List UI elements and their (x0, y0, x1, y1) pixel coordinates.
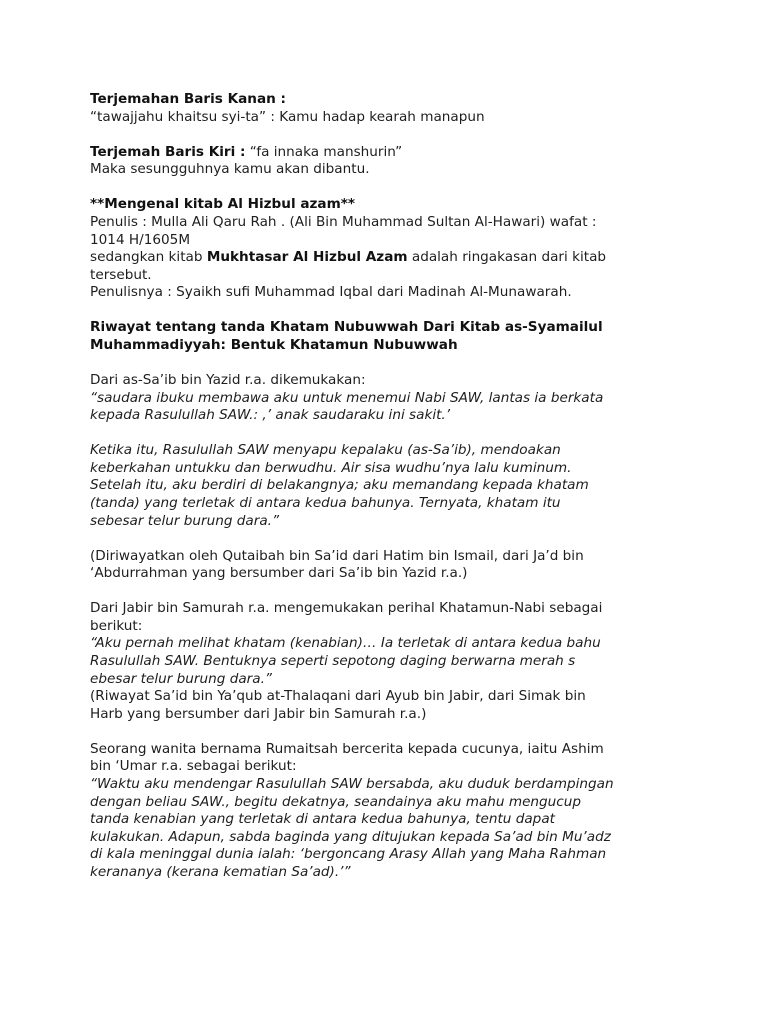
text-line (90, 829, 750, 847)
text: (Diriwayatkan oleh Qutaibah bin Sa’id dari Hatim bin Ismail, dari Ja’d bin (90, 547, 584, 564)
text-line (90, 477, 750, 495)
paragraph-hadith-1-intro (90, 372, 750, 425)
text: Seorang wanita bernama Rumaitsah bercerita kepada cucunya, iaitu Ashim (90, 740, 604, 757)
text: Penulisnya : Syaikh sufi Muhammad Iqbal dari Madinah Al-Munawarah. (90, 284, 572, 301)
text-line (90, 776, 750, 794)
text-line (90, 407, 750, 425)
italic-text: Setelah itu, aku berdiri di belakangnya; aku memandang kepada khatam (90, 477, 589, 494)
paragraph-hadith-2 (90, 600, 750, 723)
text-line (90, 758, 750, 776)
text: tersebut. (90, 266, 152, 283)
text: Maka sesungguhnya kamu akan dibantu. (90, 161, 370, 178)
text-line (90, 460, 750, 478)
text-line (90, 232, 750, 250)
paragraph-terjemah-baris-kiri (90, 144, 750, 179)
text-line (90, 337, 750, 355)
bold-text: **Mengenal kitab Al Hizbul azam** (90, 196, 355, 213)
italic-text: (tanda) yang terletak di antara kedua bahunya. Ternyata, khatam itu (90, 494, 561, 511)
italic-text: dengan beliau SAW., begitu dekatnya, seandainya aku mahu mengucup (90, 793, 582, 810)
text-line (90, 706, 750, 724)
text: “fa innaka manshurin” (245, 143, 403, 160)
text: Penulis : Mulla Ali Qaru Rah . (Ali Bin Muhammad Sultan Al-Hawari) wafat : (90, 213, 597, 230)
text: adalah ringakasan dari kitab (407, 249, 607, 266)
text-line (90, 284, 750, 302)
paragraph-riwayat-heading (90, 319, 750, 354)
text-line (90, 442, 750, 460)
italic-text: kerananya (kerana kematian Sa’ad).’” (90, 863, 351, 880)
document-page (90, 91, 750, 899)
text-line (90, 688, 750, 706)
text-line (90, 144, 750, 162)
text: sedangkan kitab (90, 249, 207, 266)
text-line (90, 864, 750, 882)
text-line (90, 741, 750, 759)
italic-text: tanda kenabian yang terletak di antara kedua bahunya, tentu dapat (90, 811, 555, 828)
bold-text: Riwayat tentang tanda Khatam Nubuwwah Dari Kitab as-Syamailul (90, 319, 603, 336)
text: 1014 H/1605M (90, 231, 191, 248)
text-line (90, 811, 750, 829)
text: Dari as-Sa’ib bin Yazid r.a. dikemukakan: (90, 372, 366, 388)
text-line (90, 161, 750, 179)
bold-text: Mukhtasar Al Hizbul Azam (206, 249, 408, 266)
text: bin ‘Umar r.a. sebagai berikut: (90, 758, 297, 775)
paragraph-terjemahan-baris-kanan (90, 91, 750, 126)
italic-text: Ketika itu, Rasulullah SAW menyapu kepalaku (as-Sa’ib), mendoakan (90, 442, 561, 459)
text-line (90, 319, 750, 337)
italic-text: keberkahan untukku dan berwudhu. Air sisa wudhu’nya lalu kuminum. (90, 459, 572, 476)
italic-text: “Waktu aku mendengar Rasulullah SAW bersabda, aku duduk berdampingan (90, 775, 614, 792)
text-line (90, 495, 750, 513)
paragraph-mengenal-kitab (90, 196, 750, 301)
text-line (90, 196, 750, 214)
text-line (90, 671, 750, 689)
text: Dari Jabir bin Samurah r.a. mengemukakan perihal Khatamun-Nabi sebagai (90, 600, 603, 617)
text-line (90, 635, 750, 653)
text-line (90, 214, 750, 232)
text: Harb yang bersumber dari Jabir bin Samurah r.a.) (90, 705, 427, 722)
text-line (90, 565, 750, 583)
italic-text: ebesar telur burung dara.” (90, 670, 272, 687)
italic-text: kulakukan. Adapun, sabda baginda yang ditujukan kepada Sa’ad bin Mu’adz (90, 828, 611, 845)
italic-text: di kala meninggal dunia ialah: ‘bergoncang Arasy Allah yang Maha Rahman (90, 846, 607, 863)
text: berikut: (90, 617, 143, 634)
bold-text: Terjemah Baris Kiri : (90, 143, 246, 160)
text-line (90, 372, 750, 390)
text: ‘Abdurrahman yang bersumber dari Sa’ib bin Yazid r.a.) (90, 565, 468, 582)
text-line (90, 390, 750, 408)
italic-text: “saudara ibuku membawa aku untuk menemui Nabi SAW, lantas ia berkata (90, 389, 604, 406)
bold-text: Muhammadiyyah: Bentuk Khatamun Nubuwwah (90, 336, 458, 353)
text-line (90, 249, 750, 267)
text-line (90, 794, 750, 812)
italic-text: sebesar telur burung dara.” (90, 512, 280, 529)
text: “tawajjahu khaitsu syi-ta” : Kamu hadap kearah manapun (90, 108, 485, 125)
text-line (90, 653, 750, 671)
text-line (90, 513, 750, 531)
text-line (90, 548, 750, 566)
paragraph-hadith-1-source (90, 548, 750, 583)
paragraph-hadith-3 (90, 741, 750, 882)
paragraph-hadith-1-body (90, 442, 750, 530)
italic-text: kepada Rasulullah SAW.: ,’ anak saudaraku ini sakit.’ (90, 407, 451, 424)
italic-text: “Aku pernah melihat khatam (kenabian)… Ia terletak di antara kedua bahu (90, 635, 601, 652)
text: (Riwayat Sa’id bin Ya’qub at-Thalaqani dari Ayub bin Jabir, dari Simak bin (90, 688, 586, 705)
text-line (90, 267, 750, 285)
text-line (90, 846, 750, 864)
italic-text: Rasulullah SAW. Bentuknya seperti sepotong daging berwarna merah s (90, 653, 576, 669)
text-line (90, 618, 750, 636)
text-line (90, 600, 750, 618)
bold-text: Terjemahan Baris Kanan : (90, 91, 286, 107)
text-line (90, 91, 750, 109)
text-line (90, 109, 750, 127)
